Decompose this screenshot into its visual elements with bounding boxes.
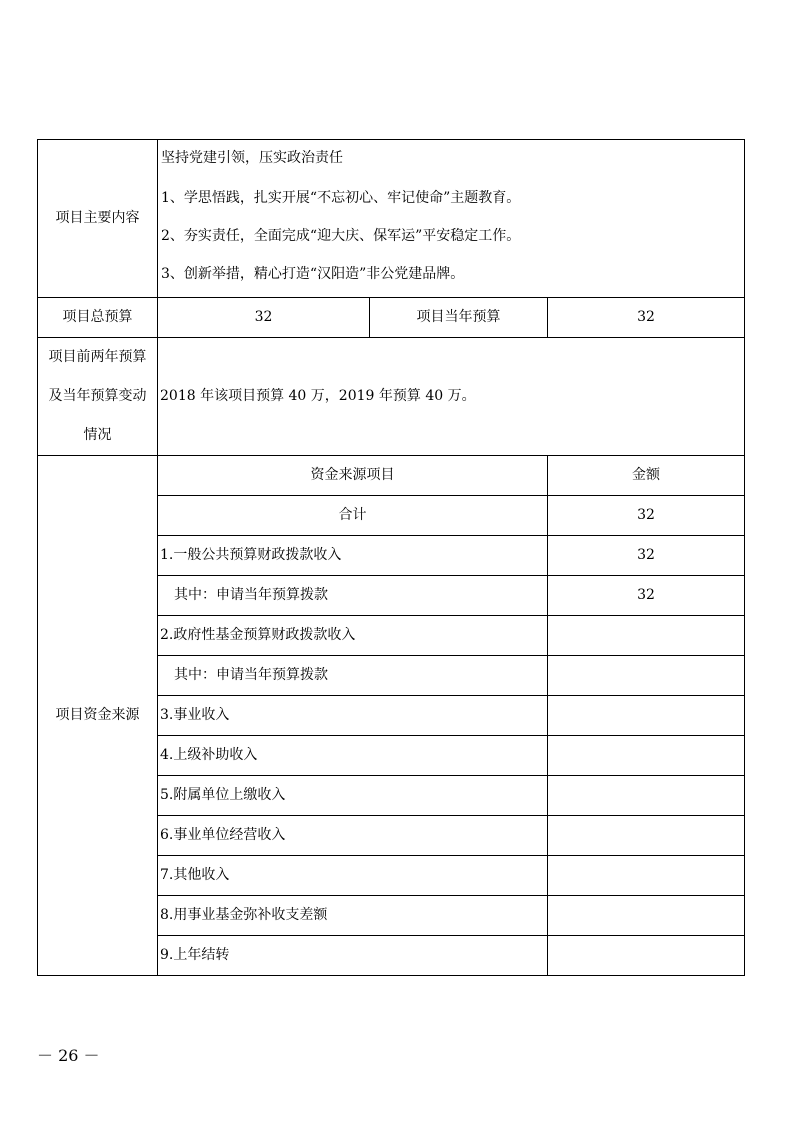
funding-row-amount bbox=[548, 616, 745, 656]
funding-row-label: 9.上年结转 bbox=[158, 936, 548, 976]
funding-row-label: 4.上级补助收入 bbox=[158, 736, 548, 776]
funding-row-label: 合计 bbox=[158, 496, 548, 536]
funding-row-amount bbox=[548, 736, 745, 776]
funding-row-label: 5.附属单位上缴收入 bbox=[158, 776, 548, 816]
history-label bbox=[38, 338, 158, 456]
funding-header-row bbox=[38, 456, 745, 496]
funding-row-amount bbox=[548, 776, 745, 816]
funding-row-amount bbox=[548, 816, 745, 856]
funding-row-amount bbox=[548, 656, 745, 696]
content-line: 2、夯实责任，全面完成“迎大庆、保军运”平安稳定工作。 bbox=[161, 228, 521, 245]
funding-row-amount: 32 bbox=[548, 496, 745, 536]
funding-row-amount bbox=[548, 696, 745, 736]
content-label: 项目主要内容 bbox=[38, 140, 158, 298]
funding-row-label: 8.用事业基金弥补收支差额 bbox=[158, 896, 548, 936]
funding-col-amount: 金额 bbox=[548, 456, 745, 496]
funding-row-amount bbox=[548, 856, 745, 896]
content-text bbox=[158, 140, 745, 298]
history-label-line: 及当年预算变动 bbox=[48, 388, 147, 405]
history-text: 2018 年该项目预算 40 万，2019 年预算 40 万。 bbox=[158, 338, 745, 456]
total-budget-value: 32 bbox=[158, 298, 370, 338]
funding-row-label: 1.一般公共预算财政拨款收入 bbox=[158, 536, 548, 576]
content-line: 坚持党建引领，压实政治责任 bbox=[161, 149, 343, 166]
funding-row-label: 6.事业单位经营收入 bbox=[158, 816, 548, 856]
content-line: 3、创新举措，精心打造“汉阳造”非公党建品牌。 bbox=[161, 266, 465, 283]
funding-row-label: 其中：申请当年预算拨款 bbox=[158, 576, 548, 616]
funding-row-amount bbox=[548, 896, 745, 936]
current-budget-label: 项目当年预算 bbox=[370, 298, 548, 338]
page-number: － 26 － bbox=[37, 1046, 100, 1065]
funding-row-label: 2.政府性基金预算财政拨款收入 bbox=[158, 616, 548, 656]
funding-col-source: 资金来源项目 bbox=[158, 456, 548, 496]
funding-row-label: 7.其他收入 bbox=[158, 856, 548, 896]
history-label-line: 项目前两年预算 bbox=[48, 349, 147, 366]
current-budget-value: 32 bbox=[548, 298, 745, 338]
project-budget-table bbox=[37, 139, 745, 976]
history-row bbox=[38, 338, 745, 456]
funding-row-amount bbox=[548, 936, 745, 976]
funding-row-label: 3.事业收入 bbox=[158, 696, 548, 736]
funding-row-amount: 32 bbox=[548, 576, 745, 616]
total-budget-label: 项目总预算 bbox=[38, 298, 158, 338]
content-row bbox=[38, 140, 745, 298]
content-line: 1、学思悟践，扎实开展“不忘初心、牢记使命”主题教育。 bbox=[161, 190, 521, 207]
funding-row-label: 其中：申请当年预算拨款 bbox=[158, 656, 548, 696]
funding-label: 项目资金来源 bbox=[38, 456, 158, 976]
funding-row-amount: 32 bbox=[548, 536, 745, 576]
history-label-line: 情况 bbox=[83, 427, 112, 444]
budget-row bbox=[38, 298, 745, 338]
